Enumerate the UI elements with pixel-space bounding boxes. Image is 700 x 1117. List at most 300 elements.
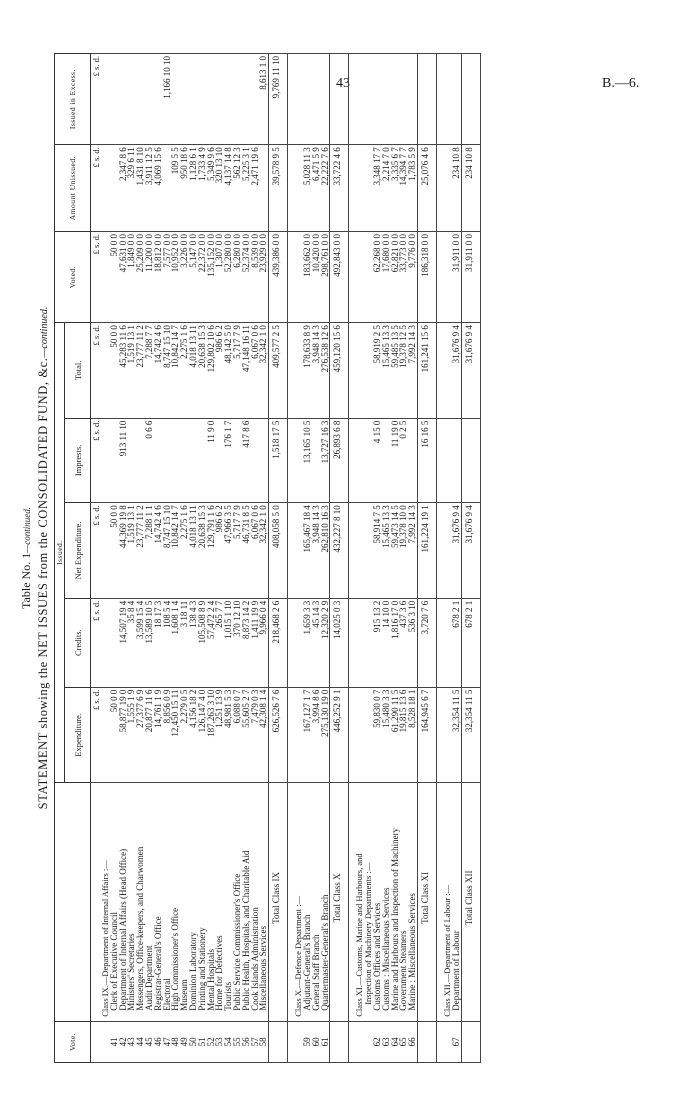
expenditure-cell: 1,555 1 9 [127,687,136,782]
issued-in-excess-cell: 8,613 1 0 [259,54,268,145]
voted-cell: 25,209 0 0 [136,232,145,323]
amount-unissued-cell: 1,783 5 9 [408,145,417,232]
item-label: Clerk of Executive Council [110,783,119,1022]
vote-cell: 66 [408,1021,417,1062]
total-cell: 19,378 12 5 [399,323,408,418]
net-expenditure-cell: 1,519 13 1 [127,503,136,598]
credits-cell: 678 2 1 [452,598,461,687]
imprests-cell: 4 15 0 [373,418,382,503]
total-cell: 23,777 11 2 [136,323,145,418]
item-label: Public Service Commissioner's Office [233,783,242,1022]
vote-cell: 44 [136,1021,145,1062]
issued-in-excess-cell [461,54,476,145]
rotated-table-block [18,53,628,1063]
issued-in-excess-cell [171,54,180,145]
amount-unissued-cell: 950 18 6 [180,145,189,232]
item-label: Printing and Stationery [198,783,207,1022]
vote-cell: 54 [224,1021,233,1062]
item-label: Government Steamers [399,783,408,1022]
voted-cell: 52,374 0 0 [242,232,251,323]
class-heading-row [443,54,452,1063]
credits-cell: 8,873 14 2 [242,598,251,687]
imprests-cell [154,418,163,503]
credits-cell: 13,589 10 5 [145,598,154,687]
issued-in-excess-cell: 9,769 11 10 [269,54,284,145]
voted-cell: 10,952 0 0 [171,232,180,323]
voted-cell: 33,773 0 0 [399,232,408,323]
total-row [417,54,432,1063]
imprests-cell: 1,518 17 5 [269,418,284,503]
credits-cell: 437 3 6 [399,598,408,687]
total-row [461,54,476,1063]
credits-cell: 1,015 1 10 [224,598,233,687]
table-row [198,54,207,1063]
item-label: Marine and Harbours and Inspection of Machinery [391,783,400,1022]
total-cell: 178,633 8 9 [303,323,312,418]
amount-unissued-cell: 1,128 6 1 [189,145,198,232]
amount-unissued-cell: 2,471 19 6 [251,145,260,232]
item-label: Adjutant-General's Branch [303,783,312,1022]
credits-cell: 218,468 2 6 [269,598,284,687]
table-number [18,53,34,1063]
issued-in-excess-cell [198,54,207,145]
imprests-cell: 0 6 6 [145,418,154,503]
expenditure-header: Expenditure. [65,687,91,782]
total-cell: 45,283 11 6 [119,323,128,418]
expenditure-cell: 275,130 19 0 [321,687,330,782]
issued-in-excess-cell: 1,166 10 10 [163,54,172,145]
issued-in-excess-cell [233,54,242,145]
total-label: Total Class XI [417,783,432,1022]
credits-cell: 108 5 4 [163,598,172,687]
net-expenditure-cell: 59,473 14 5 [391,503,400,598]
table-number-continued: —continued. [22,507,32,553]
amount-unissued-cell: 4,137 14 8 [224,145,233,232]
voted-cell: 11,200 0 0 [145,232,154,323]
credits-cell: 105,508 8 9 [198,598,207,687]
issued-in-excess-cell [312,54,321,145]
vote-cell: 64 [391,1021,400,1062]
credits-cell: 14,025 0 3 [330,598,345,687]
total-cell: 161,241 15 6 [417,323,432,418]
credits-cell: 12,320 2 9 [321,598,330,687]
imprests-cell: 11 19 0 [391,418,400,503]
expenditure-cell: 2,279 0 5 [180,687,189,782]
issued-in-excess-cell [189,54,198,145]
credits-cell: 265 7 7 [215,598,224,687]
vote-header: Vote. [55,1021,91,1062]
imprests-cell [408,418,417,503]
expenditure-cell: 3,994 8 6 [312,687,321,782]
item-label: General Staff Branch [312,783,321,1022]
expenditure-cell: 446,252 9 1 [330,687,345,782]
item-label: Marine : Miscellaneous Services [408,783,417,1022]
vote-cell [355,1021,364,1062]
imprests-cell: 16 16 5 [417,418,432,503]
credits-cell: 1,816 17 0 [391,598,400,687]
total-cell: 4,018 13 11 [189,323,198,418]
credits-cell: 14 10 0 [382,598,391,687]
amount-unissued-cell: 320 13 10 [215,145,224,232]
voted-cell: 186,318 0 0 [417,232,432,323]
total-cell: 6,067 0 6 [251,323,260,418]
amount-unissued-cell: 3,348 17 7 [373,145,382,232]
voted-cell: 7,577 0 0 [163,232,172,323]
class-heading-row [294,54,303,1063]
voted-cell: 1,849 0 0 [127,232,136,323]
expenditure-cell: 20,877 11 6 [145,687,154,782]
item-label: Home for Defectives [215,783,224,1022]
issued-in-excess-cell [242,54,251,145]
total-cell: 409,577 2 5 [269,323,284,418]
net-expenditure-cell: 5,717 7 9 [233,503,242,598]
item-label: Customs : Miscellaneous Services [382,783,391,1022]
page-number: 43 [336,76,350,91]
net-expenditure-cell: 14,742 4 6 [154,503,163,598]
unit-cell: £ s. d. [91,323,102,418]
item-label: Department of Internal Affairs (Head Office) [119,783,128,1022]
total-cell: 7,288 7 7 [145,323,154,418]
credits-cell: 138 4 3 [189,598,198,687]
table-row [119,54,128,1063]
voted-cell: 8,539 0 0 [251,232,260,323]
vote-cell: 56 [242,1021,251,1062]
item-label: Public Health, Hospitals, and Charitable Aid [242,783,251,1022]
class-heading: Class X.—Defence Department :— [294,783,303,1022]
imprests-cell: 0 2 5 [399,418,408,503]
vote-cell: 57 [251,1021,260,1062]
total-cell: 20,638 15 3 [198,323,207,418]
amount-unissued-cell: 1,733 4 9 [198,145,207,232]
table-row [251,54,260,1063]
amount-unissued-cell: 3,335 6 7 [391,145,400,232]
table-row [207,54,216,1063]
total-cell: 1,519 13 1 [127,323,136,418]
total-label: Total Class XII [461,783,476,1022]
total-cell: 10,842 14 7 [171,323,180,418]
expenditure-cell: 6,088 0 7 [233,687,242,782]
expenditure-cell: 15,480 3 3 [382,687,391,782]
unit-cell: £ s. d. [91,232,102,323]
amount-unissued-cell: 14,394 7 7 [399,145,408,232]
total-row [330,54,345,1063]
item-label: Audit Department [145,783,154,1022]
total-label: Total Class IX [269,783,284,1022]
credits-cell: 35 8 4 [127,598,136,687]
item-label: Dominion Laboratory [189,783,198,1022]
amount-unissued-cell: 234 10 8 [452,145,461,232]
total-cell: 8,747 15 10 [163,323,172,418]
net-expenditure-cell: 129,791 1 6 [207,503,216,598]
expenditure-cell: 55,605 2 7 [242,687,251,782]
page-reference: B.—6. [602,76,640,91]
vote-cell: 49 [180,1021,189,1062]
net-expenditure-cell: 44,369 19 8 [119,503,128,598]
imprests-header: Imprests. [65,418,91,503]
unit-cell: £ s. d. [91,598,102,687]
net-expenditure-cell: 165,467 18 4 [303,503,312,598]
vote-cell: 42 [119,1021,128,1062]
issued-in-excess-cell [330,54,345,145]
amount-unissued-cell: 109 5 5 [171,145,180,232]
net-expenditure-cell: 6,067 0 6 [251,503,260,598]
imprests-cell: 11 9 0 [207,418,216,503]
imprests-cell: 913 11 10 [119,418,128,503]
item-label: Registrar-General's Office [154,783,163,1022]
net-expenditure-cell: 986 6 2 [215,503,224,598]
vote-cell: 48 [171,1021,180,1062]
issued-header: Issued. [55,323,65,783]
net-expenditure-cell: 23,777 11 2 [136,503,145,598]
total-cell: 2,275 1 6 [180,323,189,418]
net-expenditure-cell: 31,676 9 4 [452,503,461,598]
net-expenditure-cell: 7,992 14 3 [408,503,417,598]
vote-cell: 55 [233,1021,242,1062]
item-label: Department of Labour [452,783,461,1022]
issued-in-excess-cell [145,54,154,145]
unit-cell: £ s. d. [91,54,102,145]
table-row [452,54,461,1063]
table-row [154,54,163,1063]
total-label: Total Class X [330,783,345,1022]
total-cell: 50 0 0 [110,323,119,418]
total-cell: 31,676 9 4 [452,323,461,418]
table-row [259,54,268,1063]
voted-cell: 298,761 0 0 [321,232,330,323]
amount-unissued-cell: 234 10 8 [461,145,476,232]
credits-cell: 1,659 3 3 [303,598,312,687]
total-cell: 47,148 16 11 [242,323,251,418]
amount-unissued-cell: 33,722 4 6 [330,145,345,232]
net-expenditure-cell: 7,288 1 1 [145,503,154,598]
expenditure-cell: 61,290 11 5 [391,687,400,782]
net-expenditure-cell: 2,275 1 6 [180,503,189,598]
expenditure-cell: 167,127 1 7 [303,687,312,782]
amount-unissued-cell: 22,222 7 6 [321,145,330,232]
vote-cell: 53 [215,1021,224,1062]
amount-unissued-cell: 3,911 12 5 [145,145,154,232]
amount-unissued-cell: 1,431 8 10 [136,145,145,232]
vote-cell [461,1021,476,1062]
credits-cell: 678 2 1 [461,598,476,687]
expenditure-cell: 19,815 13 6 [399,687,408,782]
imprests-cell [251,418,260,503]
class-heading: Class XII.—Department of Labour :— [443,783,452,1022]
issued-in-excess-cell [373,54,382,145]
table-row [145,54,154,1063]
voted-cell: 183,662 0 0 [303,232,312,323]
net-expenditure-cell: 408,058 5 0 [269,503,284,598]
table-row [408,54,417,1063]
voted-header: Voted. [55,232,91,323]
item-label: Quartermaster-General's Branch [321,783,330,1022]
net-expenditure-cell: 47,966 3 5 [224,503,233,598]
issued-in-excess-cell [399,54,408,145]
vote-cell [330,1021,345,1062]
total-row [269,54,284,1063]
table-number-label: Table No. 1 [19,552,33,609]
imprests-cell [189,418,198,503]
issued-in-excess-cell [224,54,233,145]
credits-cell: 18 17 3 [154,598,163,687]
table-row [136,54,145,1063]
credits-cell: 370 12 10 [233,598,242,687]
issued-in-excess-cell [408,54,417,145]
net-expenditure-cell: 32,342 1 0 [259,503,268,598]
unit-cell: £ s. d. [91,503,102,598]
voted-cell: 6,280 0 0 [233,232,242,323]
credits-cell: 57,472 2 4 [207,598,216,687]
issued-in-excess-cell [119,54,128,145]
item-label: Ministers' Secretaries [127,783,136,1022]
item-label: Cook Islands Administration [251,783,260,1022]
table-title [34,53,54,1063]
expenditure-cell: 32,354 11 5 [452,687,461,782]
unit-cell: £ s. d. [91,145,102,232]
expenditure-cell: 58,877 19 0 [119,687,128,782]
total-cell: 32,342 1 0 [259,323,268,418]
amount-unissued-cell: 4,069 15 6 [154,145,163,232]
net-expenditure-cell: 50 0 0 [110,503,119,598]
class-heading: Inspection of Machinery Departments :— [364,783,373,1022]
voted-cell: 62,268 0 0 [373,232,382,323]
net-expenditure-cell: 20,638 15 3 [198,503,207,598]
total-cell: 48,142 5 0 [224,323,233,418]
net-expenditure-cell: 3,948 14 3 [312,503,321,598]
issued-in-excess-cell [215,54,224,145]
imprests-cell: 417 8 6 [242,418,251,503]
vote-cell: 50 [189,1021,198,1062]
vote-cell: 60 [312,1021,321,1062]
net-expenditure-cell: 46,731 8 5 [242,503,251,598]
amount-unissued-cell: 562 12 3 [233,145,242,232]
credits-cell: 14,507 19 4 [119,598,128,687]
net-expenditure-cell: 161,224 19 1 [417,503,432,598]
expenditure-cell: 4,156 18 2 [189,687,198,782]
unit-cell: £ s. d. [91,418,102,503]
credits-cell: 1,608 1 4 [171,598,180,687]
description-header [55,783,91,1022]
issued-in-excess-cell [321,54,330,145]
vote-cell: 41 [110,1021,119,1062]
net-expenditure-cell: 432,227 8 10 [330,503,345,598]
expenditure-cell: 50 0 0 [110,687,119,782]
vote-cell: 62 [373,1021,382,1062]
voted-cell: 31,911 0 0 [461,232,476,323]
expenditure-cell: 1,251 13 9 [215,687,224,782]
total-cell: 7,992 14 3 [408,323,417,418]
imprests-cell: 26,893 6 8 [330,418,345,503]
item-label: High Commissioner's Office [171,783,180,1022]
issued-in-excess-cell [417,54,432,145]
total-cell: 3,948 14 3 [312,323,321,418]
total-cell: 986 6 2 [215,323,224,418]
voted-cell: 23,929 0 0 [259,232,268,323]
table-body [91,54,481,1063]
voted-cell: 492,843 0 0 [330,232,345,323]
total-header: Total. [65,323,91,418]
credits-cell: 3,599 15 4 [136,598,145,687]
issued-in-excess-header: Issued in Excess. [55,54,91,145]
expenditure-cell: 27,377 6 9 [136,687,145,782]
class-heading: Class XI.—Customs, Marine and Harbours, and [355,783,364,1022]
table-title-continued: —continued. [39,306,50,358]
expenditure-cell: 187,263 3 10 [207,687,216,782]
amount-unissued-header: Amount Unissued. [55,145,91,232]
expenditure-cell: 48,981 5 3 [224,687,233,782]
issued-in-excess-cell [110,54,119,145]
table-title-text: STATEMENT showing the NET ISSUES from the CONSOLIDATED FUND, &c. [36,357,50,810]
item-label: Customs Offices and Services [373,783,382,1022]
net-expenditure-cell: 8,747 15 10 [163,503,172,598]
expenditure-cell: 42,308 1 4 [259,687,268,782]
voted-cell: 439,386 0 0 [269,232,284,323]
voted-cell: 22,372 0 0 [198,232,207,323]
issued-in-excess-cell [180,54,189,145]
vote-cell: 46 [154,1021,163,1062]
amount-unissued-cell: 6,471 5 9 [312,145,321,232]
issued-in-excess-cell [391,54,400,145]
issued-in-excess-cell [207,54,216,145]
voted-cell: 52,280 0 0 [224,232,233,323]
amount-unissued-cell: 25,076 4 6 [417,145,432,232]
credits-cell: 3 18 11 [180,598,189,687]
vote-cell: 43 [127,1021,136,1062]
imprests-cell [452,418,461,503]
amount-unissued-cell: 39,578 9 5 [269,145,284,232]
expenditure-cell: 32,354 11 5 [461,687,476,782]
unit-cell: £ s. d. [91,687,102,782]
issued-in-excess-cell [127,54,136,145]
item-label: Messengers, Office-keepers, and Charwomen [136,783,145,1022]
voted-cell: 9,776 0 0 [408,232,417,323]
vote-cell: 47 [163,1021,172,1062]
voted-cell: 5,147 0 0 [189,232,198,323]
item-label: Mental Hospitals [207,783,216,1022]
net-expenditure-cell: 4,018 13 11 [189,503,198,598]
voted-cell: 10,420 0 0 [312,232,321,323]
imprests-cell [461,418,476,503]
vote-cell: 45 [145,1021,154,1062]
voted-cell: 47,631 0 0 [119,232,128,323]
expenditure-cell: 7,479 0 3 [251,687,260,782]
net-expenditure-cell: 31,676 9 4 [461,503,476,598]
expenditure-cell: 59,830 0 7 [373,687,382,782]
vote-cell: 65 [399,1021,408,1062]
expenditure-cell: 14,761 1 9 [154,687,163,782]
net-expenditure-cell: 262,810 16 3 [321,503,330,598]
table-row [303,54,312,1063]
issues-table [54,53,481,1063]
credits-cell: 9,966 0 4 [259,598,268,687]
amount-unissued-cell: 5,225 3 1 [242,145,251,232]
credits-cell: 536 3 10 [408,598,417,687]
item-label: Museum [180,783,189,1022]
table-row [391,54,400,1063]
issued-in-excess-cell [452,54,461,145]
vote-cell: 59 [303,1021,312,1062]
expenditure-cell: 626,526 7 6 [269,687,284,782]
voted-cell: 62,821 0 0 [391,232,400,323]
total-cell: 59,485 13 5 [391,323,400,418]
credits-cell: 3,720 7 6 [417,598,432,687]
vote-cell: 63 [382,1021,391,1062]
table-row [215,54,224,1063]
voted-cell: 31,911 0 0 [452,232,461,323]
table-row [189,54,198,1063]
voted-cell: 18,812 0 0 [154,232,163,323]
voted-cell: 17,680 0 0 [382,232,391,323]
